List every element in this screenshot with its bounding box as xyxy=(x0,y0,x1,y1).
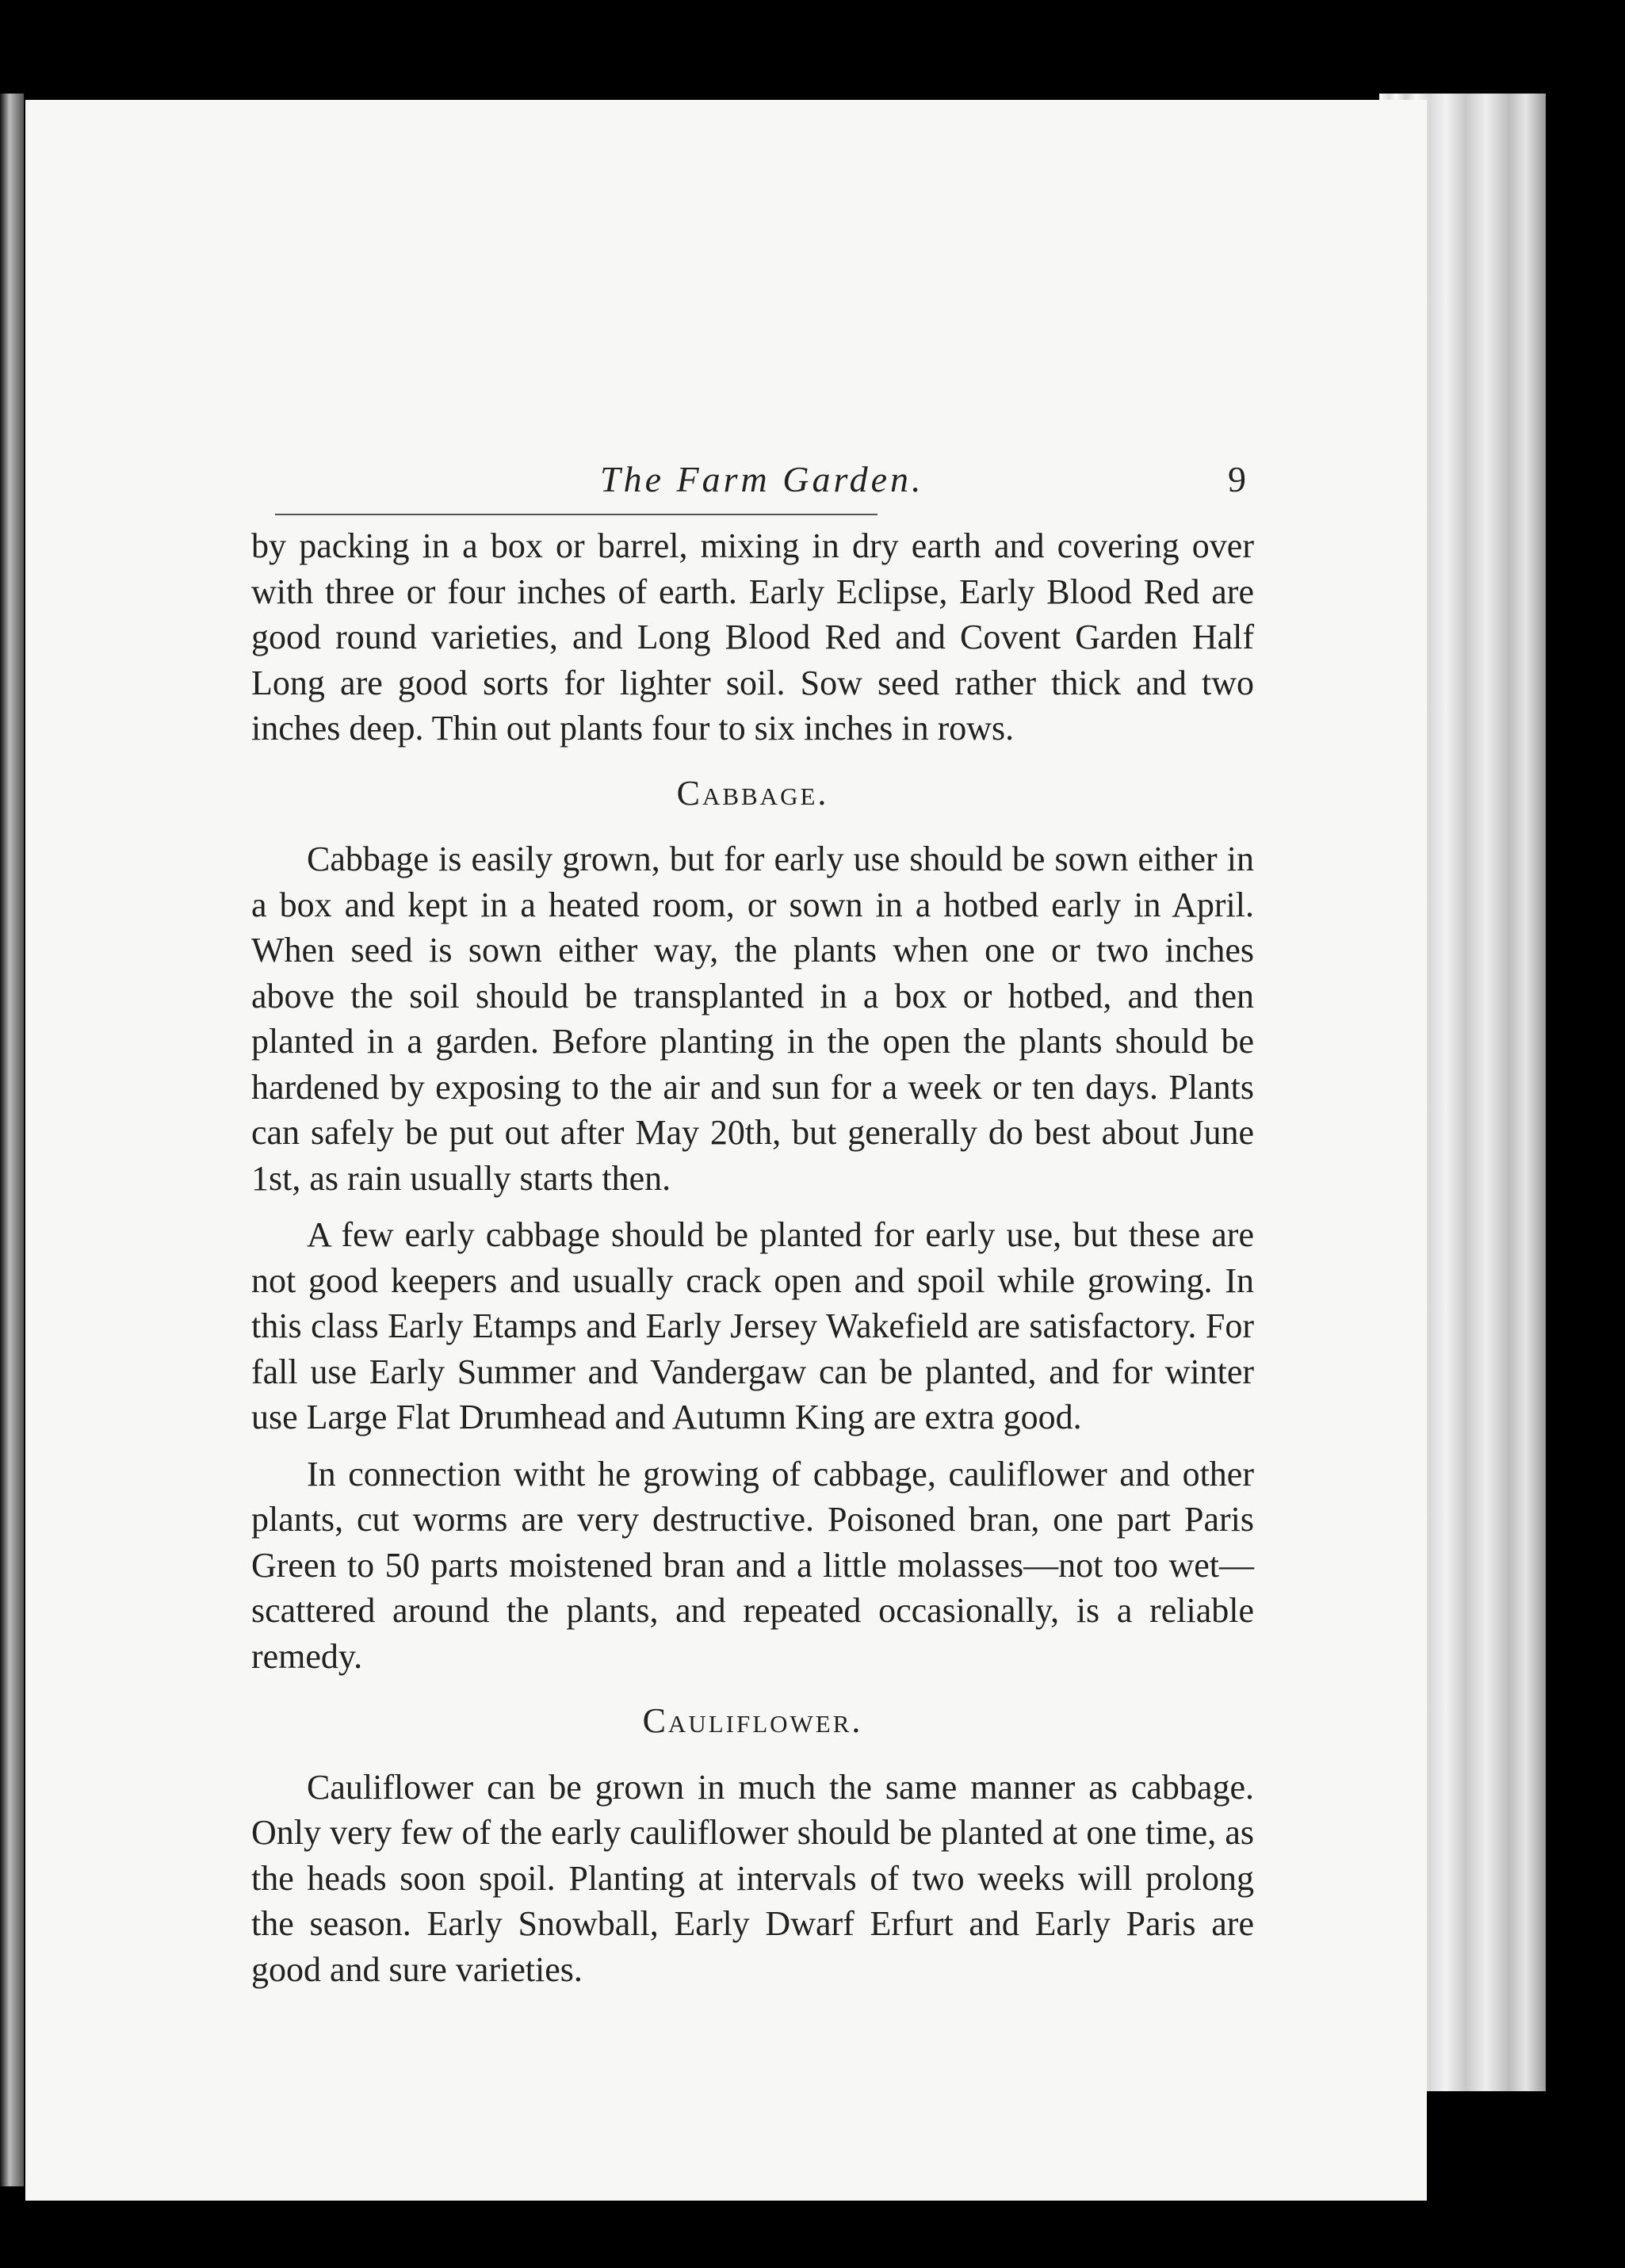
page-header xyxy=(251,457,1254,504)
section-heading-cauliflower: Cauliflower. xyxy=(642,1701,863,1740)
header-rule xyxy=(275,514,878,515)
running-title: The Farm Garden. xyxy=(600,459,924,499)
book-page xyxy=(25,100,1427,2201)
page-number: 9 xyxy=(1228,459,1246,499)
paragraph-beets-continued: by packing in a box or barrel, mixing in dry earth and covering over with three or four inches of earth. Early Eclipse, Early Blood Red are good round varieties, and Long Blood Red and Covent Garden Half Long are good sorts for lighter soil. Sow seed rather thick and two inches deep. Thin out plants four to six inches in rows. xyxy=(251,526,1254,748)
page-text xyxy=(251,457,1254,1992)
section-heading-cabbage: Cabbage. xyxy=(676,773,829,813)
paragraph-cabbage-1: Cabbage is easily grown, but for early use should be sown either in a box and kept in a heated room, or sown in a hotbed early in April. When seed is sown either way, the plants when one or two inches above the soil should be transplanted in a box or hotbed, and then planted in a garden. Before planting in the open the plants should be hardened by exposing to the air and sun for a week or ten days. Plants can safely be put out after May 20th, but generally do best about June 1st, as rain usually starts then. xyxy=(251,840,1254,1198)
book-spine-edge xyxy=(0,94,24,2186)
paragraph-cabbage-3: In connection witht he growing of cabbage, cauliflower and other plants, cut worms are very destructive. Poisoned bran, one part Paris Green to 50 parts moistened bran and a little molasses—not too wet—scattered around the plants, and repeated occasionally, is a reliable remedy. xyxy=(251,1454,1254,1676)
paragraph-cauliflower: Cauliflower can be grown in much the same manner as cabbage. Only very few of the early cauliflower should be planted at one time, as the heads soon spoil. Planting at intervals of two weeks will prolong the season. Early Snowball, Early Dwarf Erfurt and Early Paris are good and sure varieties. xyxy=(251,1767,1254,1989)
paragraph-cabbage-2: A few early cabbage should be planted for early use, but these are not good keepers and usually crack open and spoil while growing. In this class Early Etamps and Early Jersey Wakefield are satisfactory. For fall use Early Summer and Vandergaw can be planted, and for winter use Large Flat Drumhead and Autumn King are extra good. xyxy=(251,1215,1254,1436)
